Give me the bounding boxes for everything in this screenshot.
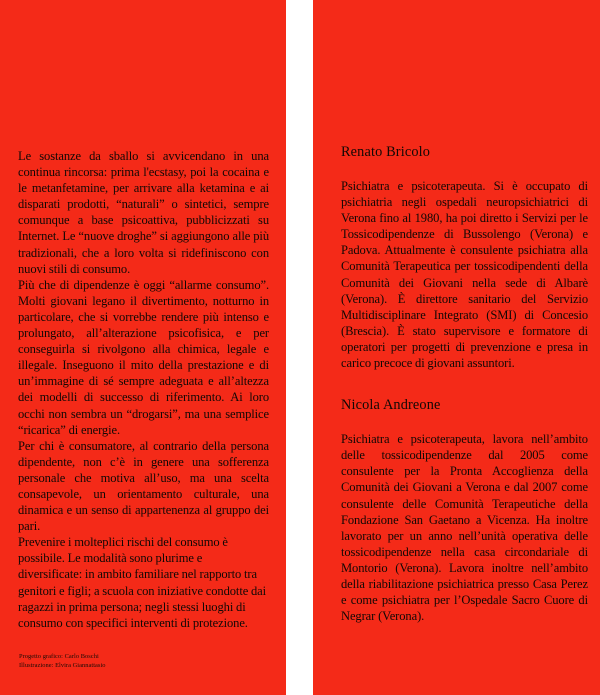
right-flap-panel [313,0,600,695]
blurb-paragraph-2: Più che di dipendenze è oggi “allarme consumo”. Molti giovani legano il divertimento, notturno in particolare, che si vorrebbe rendere più intenso e prolungato, all’alterazione psicofisica, e per conseguirla si rivolgono alla chimica, legale e illegale. Inseguono il mito della prestazione e di un’immagine di sé sempre adeguata e all’altezza dei modelli di successo di riferimento. Ai loro occhi non sembra un “drogarsi”, ma una semplice “ricarica” di energie. [18,277,269,437]
author-bio-renato-bricolo [341,143,588,371]
blurb-text-block [18,148,269,631]
author-bio-text: Psichiatra e psicoterapeuta, lavora nell’ambito delle tossicodipendenze dal 2005 come consulente per la Pronta Accoglienza della Comunità dei Giovani a Verona e dal 2007 come consulente delle Comunità Terapeutiche della Fondazione San Gaetano a Vicenza. Ha inoltre lavorato per un anno nell’unità operativa delle tossicodipendenze nella casa circondariale di Montorio (Verona). Lavora inoltre nell’ambito della riabilitazione psichiatrica presso Casa Perez e come psichiatra per l’Ospedale Sacro Cuore di Negrar (Verona). [341,432,588,624]
credit-illustration: Illustrazione: Elvira Giannattasio [19,662,106,670]
blurb-paragraph-1: Le sostanze da sballo si avvicendano in una continua rincorsa: prima l'ecstasy, poi la cocaina e le metanfetamine, per arrivare alla ketamina e ai disparati prodotti, “naturali” o sintetici, sempre comunque a base psicoattiva, pubblicizzati su Internet. Le “nuove droghe” si aggiungono alle più tradizionali, che a loro volta si ridefiniscono con nuovi stili di consumo. [18,149,269,276]
author-bios-block [341,143,588,624]
center-white-gutter [286,0,313,695]
credits-block [19,652,239,670]
credit-graphic-design: Progetto grafico: Carlo Boschi [19,653,99,660]
blurb-paragraph-3: Per chi è consumatore, al contrario della persona dipendente, non c’è in genere una sofferenza personale che motiva all’uso, ma una scelta consapevole, un orientamento culturale, una dinamica e un senso di appartenenza al gruppo dei pari. [18,438,269,534]
author-bio-nicola-andreone [341,396,588,624]
left-flap-panel [0,0,286,695]
author-name-heading: Nicola Andreone [341,397,441,414]
blurb-paragraph-4: Prevenire i molteplici rischi del consumo è possibile. Le modalità sono plurime e diversificate: in ambito familiare nel rapporto tra genitori e figli; a scuola con iniziative condotte dai ragazzi in prima persona; negli stessi luoghi di consumo con specifici interventi di protezione. [18,535,267,630]
author-name-heading: Renato Bricolo [341,144,431,160]
author-bio-text: Psichiatra e psicoterapeuta. Si è occupato di psichiatria negli ospedali neuropsichiatrici di Verona fino al 1980, ha poi diretto i Servizi per le Tossicodipendenze di Bussolengo (Verona) e Padova. Attualmente è consulente psichiatra alla Comunità Terapeutica per tossicodipendenti della Comunità dei Giovani nella sede di Albarè (Verona). È direttore sanitario del Servizio Multidisciplinare Integrato (SMI) di Concesio (Brescia). È stato supervisore e formatore di operatori per progetti di prevenzione e presa in carico precoce di giovani assuntori. [341,179,588,371]
